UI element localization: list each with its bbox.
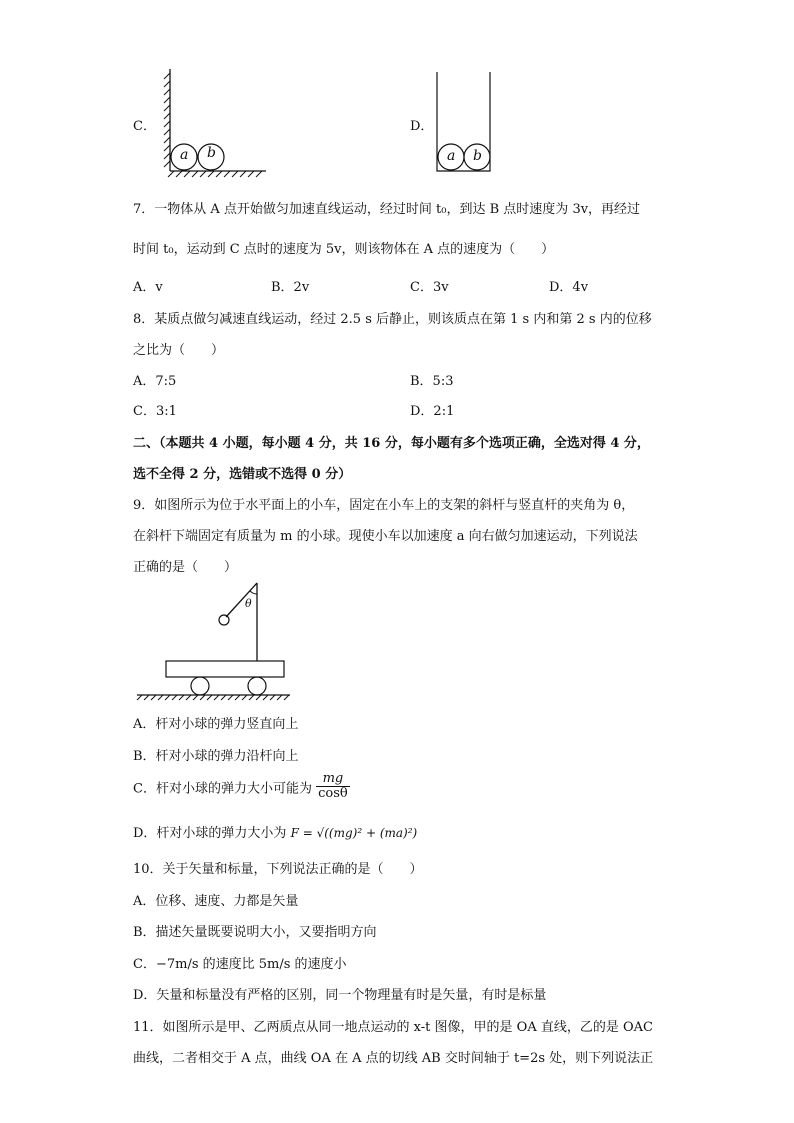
section2-heading-line2: 选不全得 2 分，选错或不选得 0 分） (133, 467, 352, 482)
q8-option-c: C．3:1 (133, 404, 177, 419)
q7-option-a: A．v (133, 280, 163, 295)
fig-c-diagram (150, 65, 270, 180)
fig-c-ball-a-label: a (180, 147, 189, 163)
q10-stem: 10．关于矢量和标量，下列说法正确的是（ ） (133, 862, 423, 877)
cart-diagram (133, 580, 293, 705)
q10-option-a: A．位移、速度、力都是矢量 (133, 894, 299, 909)
q10-option-c: C．−7m/s 的速度比 5m/s 的速度小 (133, 957, 347, 972)
q9-option-c-text: C．杆对小球的弹力大小可能为 (133, 781, 312, 797)
q7-option-d: D．4v (549, 280, 589, 295)
q9-option-c (133, 772, 350, 802)
q7-stem-line1: 7．一物体从 A 点开始做匀加速直线运动，经过时间 t₀，到达 B 点时速度为 3v，再经过 (133, 202, 641, 217)
q8-stem-line1: 8．某质点做匀减速直线运动，经过 2.5 s 后静止，则该质点在第 1 s 内和第 2 s 内的位移 (133, 312, 652, 327)
cart-theta-label: θ (245, 597, 252, 610)
q7-option-b: B．2v (271, 280, 310, 295)
q7-stem-line2: 时间 t₀，运动到 C 点时的速度为 5v，则该物体在 A 点的速度为（ ） (133, 242, 555, 257)
q9-option-b: B．杆对小球的弹力沿杆向上 (133, 749, 299, 764)
fig-c-label: C． (133, 119, 156, 134)
q9-option-c-denominator: cosθ (318, 786, 348, 802)
fig-d-label: D． (410, 119, 434, 134)
q9-stem-line3: 正确的是（ ） (133, 560, 238, 575)
q9-stem-line1: 9．如图所示为位于水平面上的小车，固定在小车上的支架的斜杆与竖直杆的夹角为 θ， (133, 498, 635, 513)
section2-heading-line1: 二、（本题共 4 小题，每小题 4 分，共 16 分，每小题有多个选项正确，全选对得 4 分， (133, 436, 650, 451)
q11-stem-line2: 曲线，二者相交于 A 点，曲线 OA 在 A 点的切线 AB 交时间轴于 t=2s 处，则下列说法正 (133, 1051, 654, 1066)
q10-option-b: B．描述矢量既要说明大小，又要指明方向 (133, 925, 377, 940)
q8-option-b: B．5:3 (410, 374, 454, 389)
q9-option-d (133, 822, 417, 841)
q8-stem-line2: 之比为（ ） (133, 343, 225, 358)
q8-option-a: A．7:5 (133, 374, 177, 389)
fig-d-ball-a-label: a (447, 148, 456, 164)
q9-option-d-formula: F = √((mg)² + (ma)²) (290, 826, 418, 840)
fig-d-ball-b-label: b (473, 148, 482, 164)
q11-stem-line1: 11．如图所示是甲、乙两质点从同一地点运动的 x-t 图像，甲的是 OA 直线，乙的是 OAC (133, 1020, 653, 1035)
q9-option-c-numerator: mg (316, 772, 350, 787)
q10-option-d: D．矢量和标量没有严格的区别，同一个物理量有时是矢量，有时是标量 (133, 988, 547, 1003)
fig-d-diagram (430, 70, 500, 175)
q7-option-c: C．3v (410, 280, 449, 295)
q9-option-c-fraction (316, 772, 350, 802)
q8-option-d: D．2:1 (410, 404, 455, 419)
q9-option-a: A．杆对小球的弹力竖直向上 (133, 717, 299, 732)
q9-stem-line2: 在斜杆下端固定有质量为 m 的小球。现使小车以加速度 a 向右做匀加速运动，下列说法 (133, 529, 638, 544)
fig-c-ball-b-label: b (207, 145, 216, 161)
q9-option-d-text: D．杆对小球的弹力大小为 (133, 826, 287, 841)
